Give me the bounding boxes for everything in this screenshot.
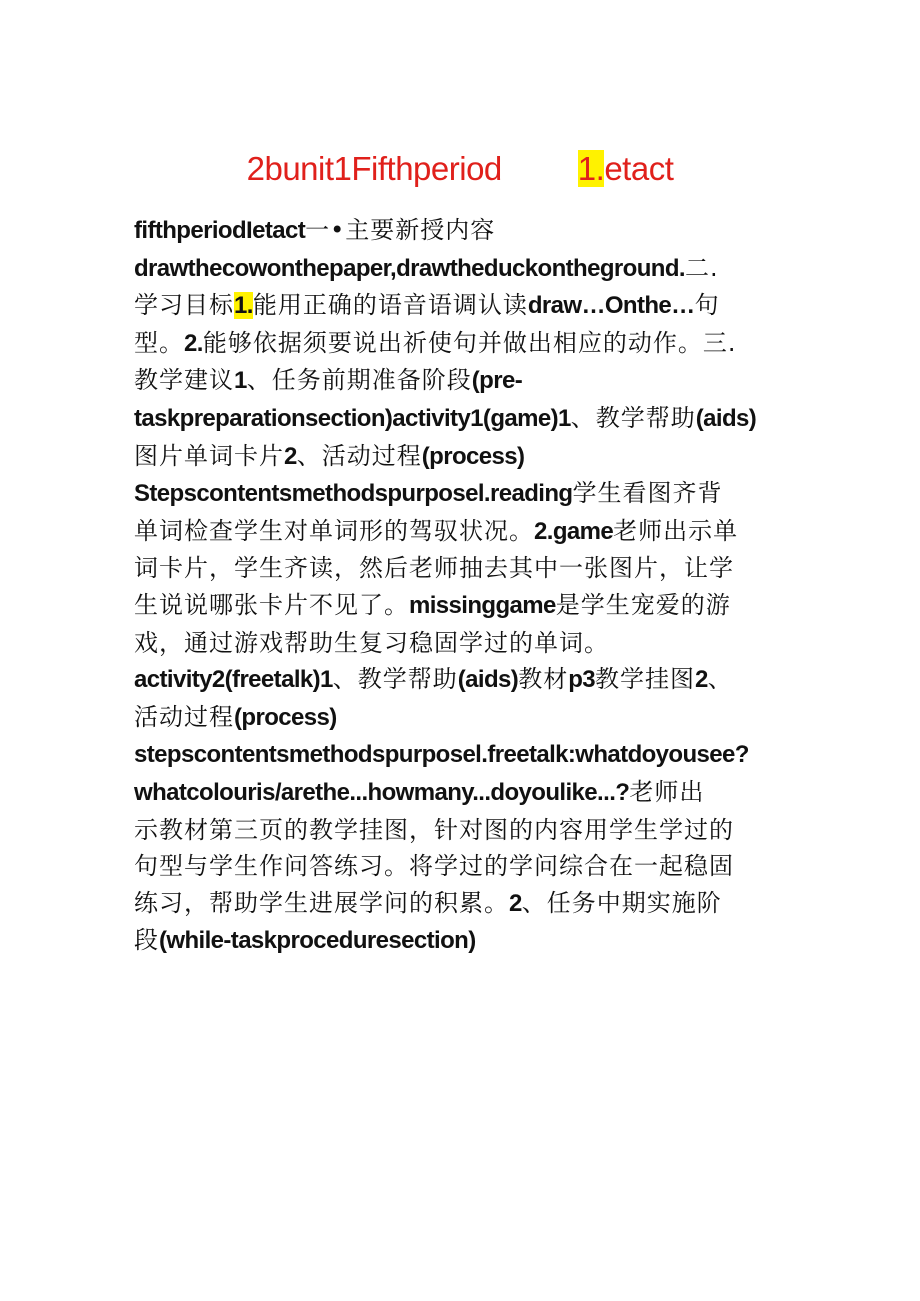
text-run: p3 [568,666,596,694]
text-run: 是学生宠爱的游 [555,590,731,619]
text-run: taskpreparationsection)activity1(game)1 [134,404,571,432]
text-run: 教学建议 [134,366,234,395]
text-run: 老师出示单 [613,516,739,545]
text-run: 示教材第三页的教学挂图，针对图的内容用学生学过的 [134,815,734,844]
text-run: Stepscontentsmethodspurposel.reading [134,480,573,508]
text-run: 练习，帮助学生进展学问的积累。 [134,888,509,917]
text-run: 能够依据须要说出祈使句并做出相应的动作。三. [202,328,737,357]
text-run: 型。 [134,328,184,357]
text-run: 、教学帮助 [332,665,458,694]
text-line [134,852,734,880]
text-run: 2. [184,329,203,357]
text-line [134,366,522,394]
text-line [134,254,719,282]
text-run: 句 [694,291,720,320]
text-run: 单词检查学生对单词形的驾驭状况。 [134,516,534,545]
paragraph-1 [134,212,814,475]
text-line [134,291,720,319]
text-run: (process) [421,442,525,470]
text-run: 能用正确的语音语调认读 [252,291,528,320]
text-line [134,740,749,768]
text-run: (while-taskproceduresection) [159,927,476,955]
text-line [134,554,734,582]
document-title [0,150,920,188]
text-run: 、 [707,665,733,694]
text-line [134,517,738,545]
text-run: 、任务中期实施阶 [521,888,722,917]
text-run: 学生看图齐背 [572,479,723,508]
paragraph-3 [134,661,814,736]
text-line [134,665,733,693]
text-run: 一•主要新授内容 [305,216,496,244]
text-run: 句型与学生作问答练习。将学过的学问综合在一起稳固 [134,852,734,881]
title-highlight-number: 1. [577,150,605,187]
text-line [134,216,495,244]
text-run: 学习目标 [134,291,234,320]
paragraph-4 [134,736,814,960]
paragraph-2 [134,475,814,661]
text-line [134,479,722,507]
text-run: (pre- [471,367,523,395]
text-line [134,629,609,657]
text-run: 、任务前期准备阶段 [246,366,472,395]
text-line [134,442,524,470]
text-line [134,889,722,917]
text-run: 教材 [518,665,569,694]
highlighted-number: 1. [234,292,253,320]
text-run: activity2(freetalk)1 [134,666,333,694]
text-line [134,778,704,806]
text-run: 、教学帮助 [570,403,696,432]
text-run: fifthperiodIetact [134,217,306,244]
document-body [134,212,814,960]
text-run: 生说说哪张卡片不见了。 [134,590,409,619]
text-run: 活动过程 [134,702,234,731]
text-run: 老师出 [629,777,705,806]
text-run: 2 [509,889,522,917]
text-run: whatcolouris/arethe...howmany...doyoulike...? [134,778,630,806]
text-line [134,591,731,619]
title-main: 2bunit1Fifthperiod [246,150,502,187]
text-run: missinggame [409,591,556,619]
text-run: draw…Onthe… [527,292,695,320]
text-line [134,329,736,357]
text-run: 戏，通过游戏帮助生复习稳固学过的单词。 [134,628,609,657]
text-run: 二. [684,253,719,282]
text-run: 图片单词卡片 [134,441,284,470]
text-run: stepscontentsmethodspurposel.freetalk:whatdoyousee? [134,741,749,769]
text-run: 2 [284,442,297,470]
text-run: (aids) [695,404,757,432]
text-run: 教学挂图 [595,665,696,694]
text-run: 2.game [534,517,614,545]
text-run: 段 [134,926,159,955]
text-run: (aids) [457,666,519,694]
text-run: (process) [234,703,337,731]
title-rest: etact [604,150,674,187]
text-line [134,404,756,432]
text-line [134,926,476,954]
text-run: 1 [234,367,247,395]
text-line [134,816,734,844]
text-run: 2 [695,666,708,694]
text-run: drawthecowonthepaper,drawtheduckontheground. [134,254,685,282]
text-line [134,703,337,731]
text-run: 词卡片，学生齐读，然后老师抽去其中一张图片，让学 [134,554,734,583]
text-run: 、活动过程 [296,441,422,470]
